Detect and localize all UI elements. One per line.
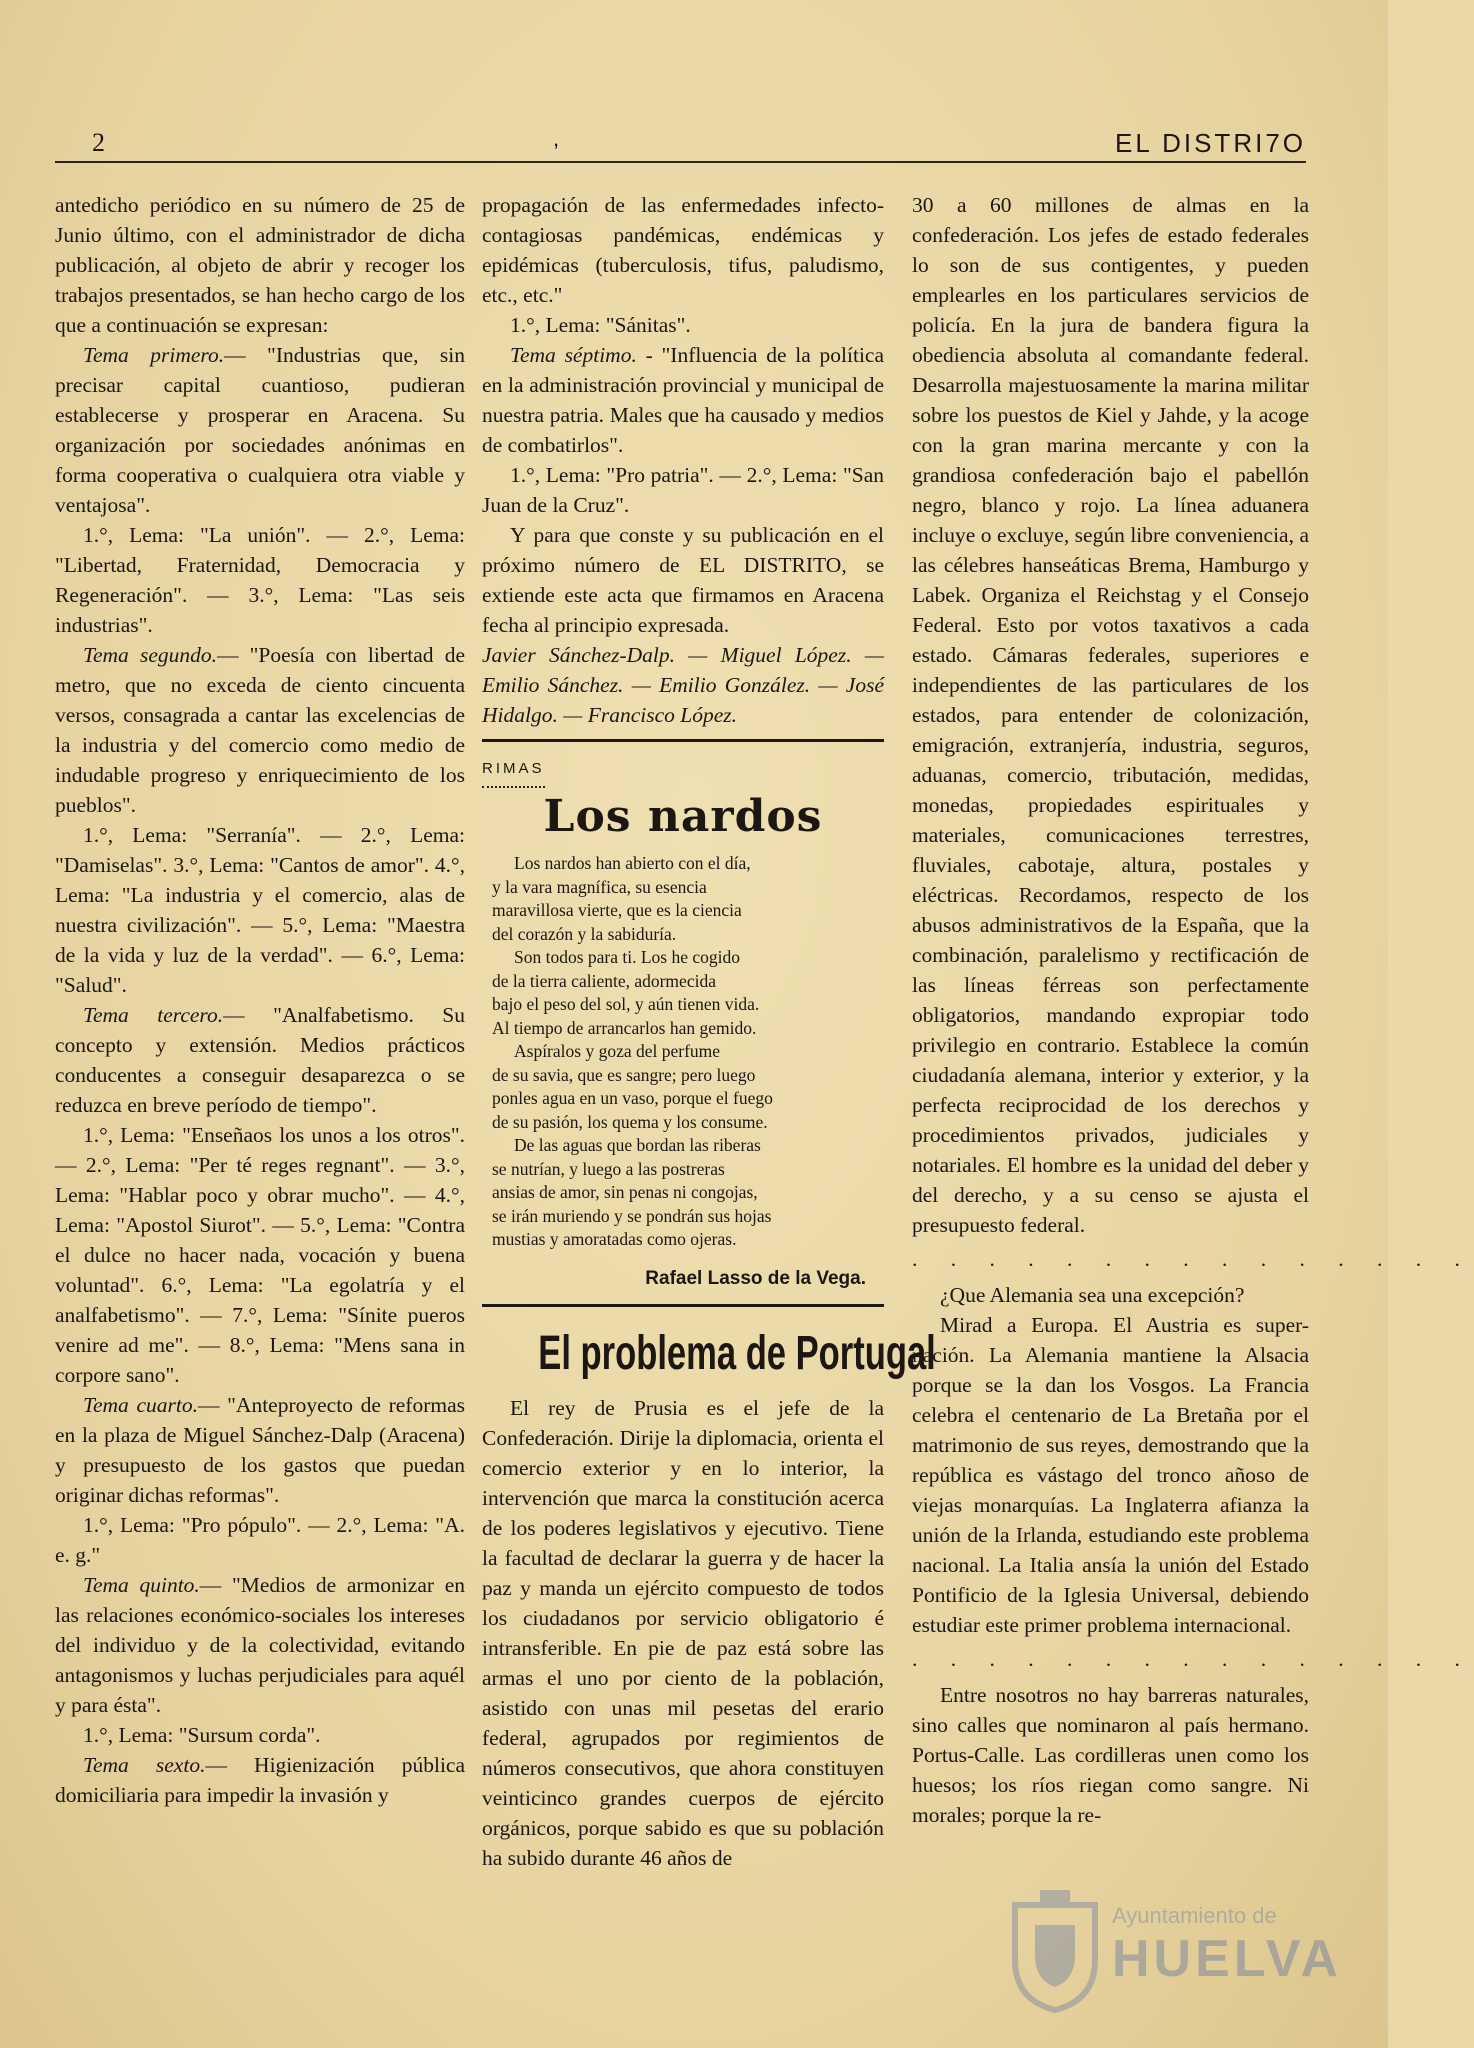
column-3 [912, 190, 1474, 1935]
poem-line: De las aguas que bordan las riberas [514, 1135, 761, 1155]
header-rule [55, 161, 1306, 163]
poem-line: y la vara magnífica, su esencia [492, 876, 707, 897]
watermark-line-2: HUELVA [1112, 1930, 1343, 1988]
tema-lead: Tema tercero. [83, 1003, 224, 1027]
column-2 [482, 190, 936, 1935]
paragraph: 1.°, Lema: "Serranía". — 2.°, Lema: "Damiselas". 3.°, Lema: "Cantos de amor". 4.°, Lema: "La industria y el comercio, alas de nuestra civilización". — 5.°, Lema: "Maestra de la vida y luz de la verdad". — 6.°, Lema: "Salud". [55, 823, 465, 997]
stray-mark: , [553, 126, 560, 151]
tema-lead: Tema sexto. [83, 1753, 206, 1777]
tema-lead: Tema segundo. [83, 643, 217, 667]
poem-line: bajo el peso del sol, y aún tienen vida. [492, 994, 760, 1014]
tema-lead: Tema quinto. [83, 1573, 200, 1597]
coat-of-arms-icon [1000, 1885, 1110, 2015]
section-rule [482, 1304, 884, 1307]
paragraph: 1.°, Lema: "Pro patria". — 2.°, Lema: "San Juan de la Cruz". [482, 463, 884, 517]
poem-line: de su pasión, los quema y los consume. [492, 1111, 768, 1132]
poem-line: maravillosa vierte, que es la ciencia [492, 900, 742, 920]
paragraph: Y para que conste y su publicación en el próximo número de EL DISTRITO, se extiende este acta que firmamos en Aracena fecha al principio expresada. [482, 523, 884, 637]
poem-line: se irán muriendo y se pondrán sus hojas [492, 1205, 772, 1226]
paragraph: 30 a 60 millones de almas en la confederación. Los jefes de estado federales lo son de sus contigentes, y pueden emplearles en los particulares servicios de policía. En la jura de bandera figura la obediencia absoluta al comandante federal. Desarrolla majestuosamente la marina militar sobre los puestos de Kiel y Jahde, y la acoge con la gran marina mercante y con la grandiosa confederación bajo el pabellón negro, blanco y rojo. La línea aduanera incluye o excluye, según libre conveniencia, a las célebres hanseáticas Brema, Hamburgo y Labek. Organiza el Reichstag y el Consejo Federal. Esto por votos taxativos a cada estado. Cámaras federales, superiores e independientes de las particulares de los estados, para entender de colonización, emigración, extranjería, industria, seguros, aduanas, comercio, tributación, medidas, monedas, propiedades espirituales y materiales, comunicaciones terrestres, fluviales, cabotaje, altura, postales y eléctricas. Recordamos, respecto de los abusos administrativos de la España, que la combinación, paralelismo y rectificación de las líneas férreas son perfectamente obligatorios, mandando expropiar todo privilegio en contrario. Establece la común ciudadanía alemana, interior y exterior, y la perfecta reciprocidad de los derechos y procedimientos privados, judiciales y notariales. El hombre es la unidad del deber y del derecho, y a su censo se ajusta el presupuesto federal. [912, 193, 1309, 1237]
masthead: EL DISTRI7O [1115, 128, 1306, 158]
section-rule [482, 739, 884, 742]
poem-line: del corazón y la sabiduría. [492, 923, 677, 944]
poem-line: de la tierra caliente, adormecida [492, 970, 716, 991]
paragraph: 1.°, Lema: "Enseñaos los unos a los otros". — 2.°, Lema: "Per té reges regnant". — 3.°, Lema: "Hablar poco y obrar mucho". — 4.°, Lema: "Apostol Siurot". — 5.°, Lema: "Contra el dulce no hacer nada, vocación y buena voluntad". 6.°, Lema: "La egolatría y el analfabetismo". — 7.°, Lema: "Sínite pueros venire ad me". — 8.°, Lema: "Mens sana in corpore sano". [55, 1123, 465, 1387]
paragraph: 1.°, Lema: "Sánitas". [510, 313, 691, 337]
tema-lead: Tema primero. [83, 343, 225, 367]
page-number: 2 [92, 128, 105, 157]
poem-line: ansias de amor, sin penas ni congojas, [492, 1182, 758, 1202]
poem [482, 852, 884, 1252]
section-label: RIMAS [482, 754, 545, 788]
poem-title: Los nardos [543, 791, 823, 842]
page-header [55, 124, 1306, 162]
paragraph: Tema segundo.— "Poesía con libertad de metro, que no exceda de ciento cincuenta versos, consagrada a cantar las excelencias de la industria y del comercio como medio de indudable progreso y enriquecimiento de los pueblos". [55, 643, 465, 817]
paragraph: Mirad a Europa. El Austria es super-nación. La Alemania mantiene la Alsacia porque se la dan los Vosgos. La Francia celebra el centenario de La Bretaña por el matrimonio de sus reyes, demostrando que la república es vástago del tronco añoso de viejas monarquías. La Inglaterra afianza la unión de la Irlanda, estudiando este problema nacional. La Italia ansía la unión del Estado Pontificio de la Iglesia Universal, debiendo estudiar este primer problema internacional. [912, 1313, 1309, 1637]
paragraph: Tema tercero.— "Analfabetismo. Su concepto y extensión. Medios prácticos conducentes a conseguir desaparezca o se reduzca en breve período de tiempo". [55, 1003, 466, 1117]
paragraph: El rey de Prusia es el jefe de la Confederación. Dirije la diplomacia, orienta el comercio exterior y en lo interior, la intervención que marca la constitución acerca de los poderes legislativos y ejecutivo. Tiene la facultad de declarar la guerra y de hacer la paz y manda un ejército compuesto de todos los ciudadanos por servicio obligatorio é intransferible. En pie de paz está sobre las armas el uno por ciento de la población, asistido con unas mil pesetas del erario federal, agrupados por regimientos de números consecutivos, que ahora constituyen veinticinco grandes cuerpos de ejército orgánicos, porque sabido es que su población ha subido durante 46 años de [482, 1395, 884, 1870]
paragraph: Tema sexto.— Higienización pública domiciliaria para impedir la invasión y [55, 1753, 466, 1807]
signatories: Javier Sánchez-Dalp. — Miguel López. — Emilio Sánchez. — Emilio González. — José Hidalgo. — Francisco López. [482, 643, 884, 727]
poem-line: Al tiempo de arrancarlos han gemido. [492, 1017, 757, 1038]
paragraph: 1.°, Lema: "La unión". — 2.°, Lema: "Libertad, Fraternidad, Democracia y Regeneración". — 3.°, Lema: "Las seis industrias". [55, 523, 465, 637]
dot-separator: . . . . . . . . . . . . . . . [912, 1247, 1474, 1271]
article-title: El problema de Portugal [538, 1326, 936, 1380]
paragraph: ¿Que Alemania sea una excepción? [940, 1283, 1245, 1307]
poem-line: mustias y amoratadas como ojeras. [492, 1229, 737, 1249]
paragraph: Tema primero.— "Industrias que, sin precisar capital cuantioso, pudieran establecerse y prosperar en Aracena. Su organización por sociedades anónimas en forma cooperativa o cualquiera otra viable y ventajosa". [55, 343, 465, 517]
poem-line: de su savia, que es sangre; pero luego [492, 1064, 756, 1085]
poem-author: Rafael Lasso de la Vega. [645, 1267, 866, 1289]
paragraph: Tema séptimo. - "Influencia de la política en la administración provincial y municipal de nuestra patria. Males que ha causado y medios de combatirlos". [482, 343, 884, 457]
paragraph: 1.°, Lema: "Sursum corda". [83, 1723, 321, 1747]
paragraph: 1.°, Lema: "Pro pópulo". — 2.°, Lema: "A. e. g." [55, 1513, 465, 1567]
tema-lead: Tema séptimo. [510, 343, 637, 367]
paragraph: Tema quinto.— "Medios de armonizar en las relaciones económico-sociales los intereses del individuo y de la colectividad, evitando antagonismos y luchas perjudiciales para aquél y para ésta". [55, 1573, 465, 1717]
paragraph: Entre nosotros no hay barreras naturales, sino calles que nominaron al país hermano. Portus-Calle. Las cordilleras unen como los huesos; los ríos riegan como sangre. Ni morales; porque la re- [912, 1683, 1309, 1827]
dot-separator: . . . . . . . . . . . . . . . [912, 1647, 1474, 1671]
poem-line: Los nardos han abierto con el día, [514, 853, 751, 873]
poem-line: Aspíralos y goza del perfume [514, 1041, 721, 1061]
poem-line: ponles agua en un vaso, porque el fuego [492, 1088, 773, 1108]
paragraph: antedicho periódico en su número de 25 de Junio último, con el administrador de dicha publicación, al objeto de abrir y recoger los trabajos presentados, se han hecho cargo de los que a continuación se expresan: [55, 193, 465, 337]
watermark-line-1: Ayuntamiento de [1112, 1903, 1277, 1928]
column-1 [55, 190, 465, 1935]
watermark [1000, 1885, 1343, 2015]
poem-line: Son todos para ti. Los he cogido [514, 947, 741, 967]
tema-lead: Tema cuarto. [83, 1393, 198, 1417]
poem-line: se nutrían, y luego a las postreras [492, 1158, 725, 1179]
paragraph: Tema cuarto.— "Anteproyecto de reformas en la plaza de Miguel Sánchez-Dalp (Aracena) y presupuesto de los gastos que puedan originar dichas reformas". [55, 1393, 465, 1507]
paragraph: propagación de las enfermedades infecto-contagiosas pandémicas, endémicas y epidémicas (tuberculosis, tifus, paludismo, etc., etc." [482, 193, 884, 307]
